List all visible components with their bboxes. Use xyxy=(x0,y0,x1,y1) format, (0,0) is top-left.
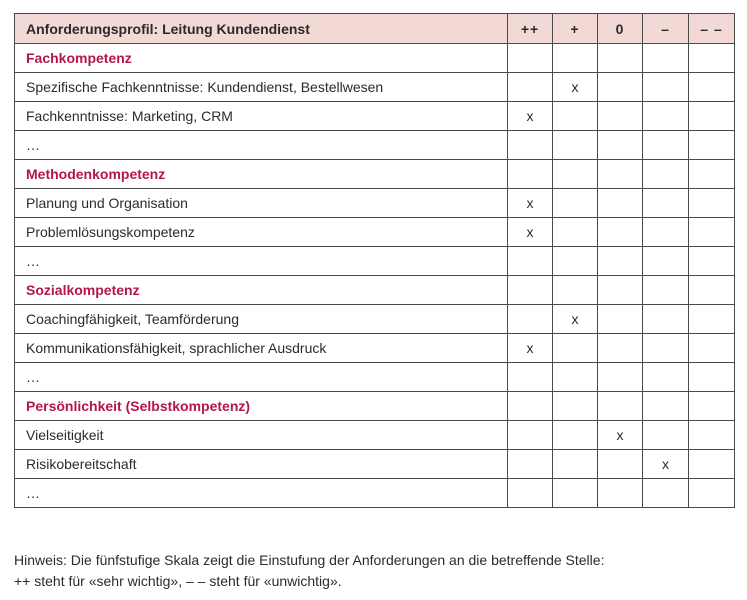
section-row xyxy=(15,44,735,73)
rating-cell xyxy=(553,363,598,392)
rating-cell xyxy=(689,450,735,479)
requirement-label: Coachingfähigkeit, Teamförderung xyxy=(15,305,508,334)
rating-cell: x xyxy=(643,450,689,479)
table-row xyxy=(15,334,735,363)
rating-cell xyxy=(689,218,735,247)
rating-cell xyxy=(553,44,598,73)
rating-cell xyxy=(598,363,643,392)
table-header-row xyxy=(15,14,735,44)
requirement-label: Kommunikationsfähigkeit, sprachlicher Ausdruck xyxy=(15,334,508,363)
rating-cell xyxy=(553,421,598,450)
rating-cell xyxy=(508,479,553,508)
rating-cell xyxy=(508,450,553,479)
rating-cell xyxy=(553,392,598,421)
scale-header-unimportant: – – xyxy=(689,14,735,44)
rating-cell xyxy=(508,363,553,392)
requirement-label: Vielseitigkeit xyxy=(15,421,508,450)
section-heading: Persönlichkeit (Selbstkompetenz) xyxy=(15,392,508,421)
rating-cell xyxy=(508,73,553,102)
rating-cell xyxy=(508,392,553,421)
rating-cell: x xyxy=(508,334,553,363)
table-title: Anforderungsprofil: Leitung Kundendienst xyxy=(15,14,508,44)
rating-cell xyxy=(553,102,598,131)
table-row xyxy=(15,450,735,479)
rating-cell: x xyxy=(598,421,643,450)
rating-cell xyxy=(643,363,689,392)
rating-cell: x xyxy=(508,218,553,247)
rating-cell xyxy=(689,189,735,218)
rating-cell xyxy=(643,479,689,508)
rating-cell xyxy=(553,160,598,189)
rating-cell xyxy=(598,450,643,479)
rating-cell xyxy=(689,44,735,73)
requirement-label: … xyxy=(15,131,508,160)
rating-cell: x xyxy=(553,73,598,102)
rating-cell xyxy=(643,421,689,450)
rating-cell xyxy=(508,421,553,450)
rating-cell: x xyxy=(508,102,553,131)
table-row xyxy=(15,73,735,102)
rating-cell xyxy=(598,276,643,305)
table-row xyxy=(15,363,735,392)
rating-cell xyxy=(508,247,553,276)
table-row xyxy=(15,218,735,247)
rating-cell xyxy=(643,102,689,131)
rating-cell xyxy=(689,363,735,392)
requirement-label: Problemlösungskompetenz xyxy=(15,218,508,247)
rating-cell xyxy=(598,189,643,218)
rating-cell xyxy=(643,189,689,218)
rating-cell xyxy=(643,392,689,421)
rating-cell xyxy=(598,218,643,247)
scale-header-neutral: 0 xyxy=(598,14,643,44)
rating-cell xyxy=(598,479,643,508)
rating-cell xyxy=(553,479,598,508)
rating-cell xyxy=(553,276,598,305)
rating-cell xyxy=(689,102,735,131)
rating-cell xyxy=(553,334,598,363)
rating-cell xyxy=(553,247,598,276)
rating-cell xyxy=(689,131,735,160)
section-heading: Sozialkompetenz xyxy=(15,276,508,305)
rating-cell xyxy=(598,334,643,363)
rating-cell xyxy=(508,44,553,73)
rating-cell xyxy=(553,189,598,218)
rating-cell xyxy=(598,44,643,73)
requirement-label: … xyxy=(15,363,508,392)
rating-cell xyxy=(643,305,689,334)
rating-cell xyxy=(689,73,735,102)
table-row xyxy=(15,189,735,218)
footnote xyxy=(14,550,734,592)
section-heading: Methodenkompetenz xyxy=(15,160,508,189)
requirement-label: … xyxy=(15,479,508,508)
rating-cell xyxy=(508,131,553,160)
rating-cell xyxy=(689,160,735,189)
rating-cell xyxy=(598,102,643,131)
table-body xyxy=(15,44,735,508)
table-row xyxy=(15,102,735,131)
rating-cell xyxy=(689,334,735,363)
rating-cell xyxy=(598,131,643,160)
rating-cell xyxy=(508,276,553,305)
rating-cell xyxy=(689,421,735,450)
rating-cell xyxy=(643,276,689,305)
rating-cell xyxy=(598,247,643,276)
rating-cell xyxy=(553,218,598,247)
scale-header-very-important: ++ xyxy=(508,14,553,44)
rating-cell xyxy=(643,160,689,189)
requirement-label: Spezifische Fachkenntnisse: Kundendienst, Bestellwesen xyxy=(15,73,508,102)
scale-header-less-important: – xyxy=(643,14,689,44)
requirement-label: … xyxy=(15,247,508,276)
rating-cell xyxy=(689,247,735,276)
rating-cell xyxy=(689,479,735,508)
footnote-line-1: Hinweis: Die fünfstufige Skala zeigt die Einstufung der Anforderungen an die betreffende Stelle: xyxy=(14,552,605,568)
rating-cell xyxy=(689,305,735,334)
rating-cell xyxy=(643,131,689,160)
rating-cell xyxy=(598,305,643,334)
rating-cell xyxy=(553,131,598,160)
section-row xyxy=(15,392,735,421)
requirements-profile-table xyxy=(14,13,735,508)
section-row xyxy=(15,160,735,189)
requirement-label: Planung und Organisation xyxy=(15,189,508,218)
rating-cell xyxy=(643,334,689,363)
rating-cell: x xyxy=(508,189,553,218)
scale-header-important: + xyxy=(553,14,598,44)
rating-cell xyxy=(553,450,598,479)
requirement-label: Fachkenntnisse: Marketing, CRM xyxy=(15,102,508,131)
rating-cell: x xyxy=(553,305,598,334)
table-row xyxy=(15,131,735,160)
section-row xyxy=(15,276,735,305)
rating-cell xyxy=(598,392,643,421)
requirement-label: Risikobereitschaft xyxy=(15,450,508,479)
table-row xyxy=(15,305,735,334)
rating-cell xyxy=(689,392,735,421)
table-row xyxy=(15,247,735,276)
rating-cell xyxy=(508,305,553,334)
rating-cell xyxy=(508,160,553,189)
footnote-line-2: ++ steht für «sehr wichtig», – – steht für «unwichtig». xyxy=(14,573,342,589)
rating-cell xyxy=(643,73,689,102)
rating-cell xyxy=(598,160,643,189)
rating-cell xyxy=(643,44,689,73)
rating-cell xyxy=(643,247,689,276)
section-heading: Fachkompetenz xyxy=(15,44,508,73)
table-row xyxy=(15,421,735,450)
rating-cell xyxy=(598,73,643,102)
rating-cell xyxy=(689,276,735,305)
rating-cell xyxy=(643,218,689,247)
table-row xyxy=(15,479,735,508)
